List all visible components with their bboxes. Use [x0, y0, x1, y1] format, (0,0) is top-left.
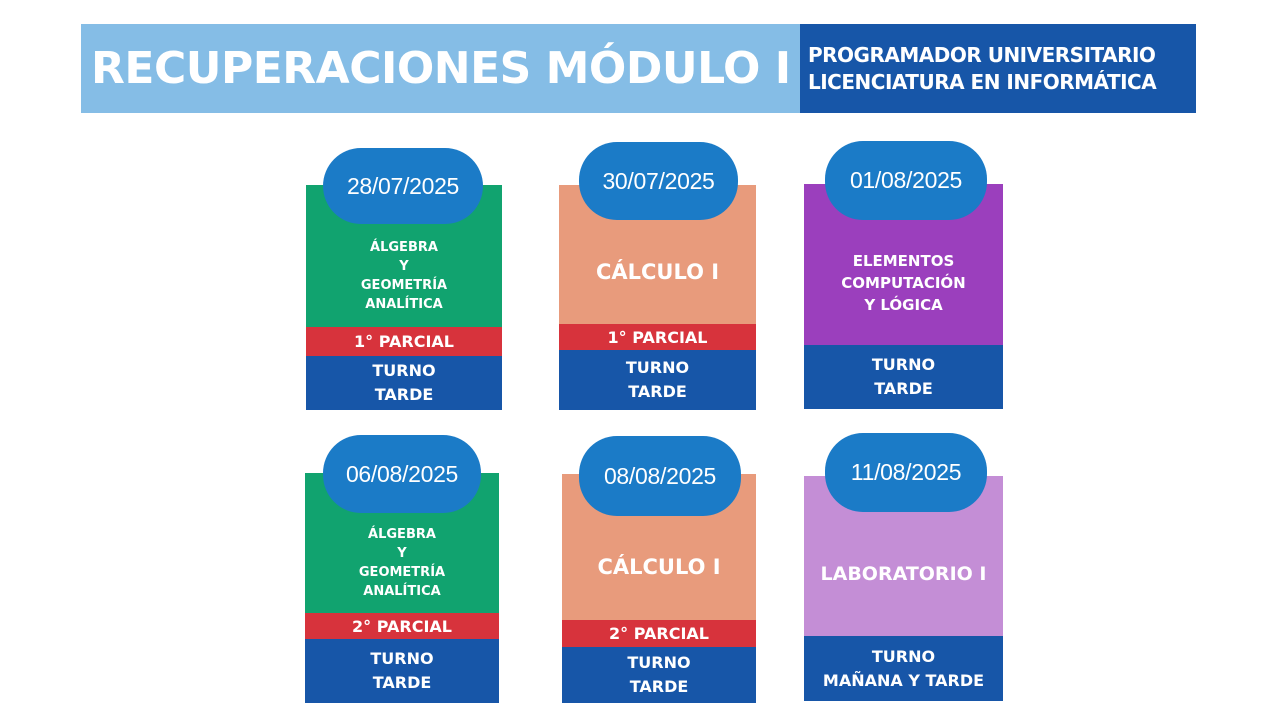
- date-badge: 08/08/2025: [579, 436, 741, 516]
- subject-label: ÁLGEBRA Y GEOMETRÍA ANALÍTICA: [358, 527, 446, 599]
- subject-label: LABORATORIO I: [820, 563, 987, 585]
- turno-label: TURNO: [871, 646, 936, 666]
- date-badge: 06/08/2025: [323, 435, 481, 513]
- date-badge: 30/07/2025: [579, 142, 738, 220]
- turno-time: TARDE: [628, 382, 687, 401]
- date-badge: 01/08/2025: [825, 141, 987, 220]
- turno-block: [305, 639, 499, 703]
- parcial-label: 2° PARCIAL: [562, 620, 756, 647]
- program-line-1: PROGRAMADOR UNIVERSITARIO: [808, 42, 1156, 67]
- turno-block: [804, 345, 1003, 409]
- subject-label: ELEMENTOS COMPUTACIÓN Y LÓGICA: [841, 251, 966, 314]
- turno-label: TURNO: [871, 355, 936, 374]
- page-title: RECUPERACIONES MÓDULO I: [91, 43, 791, 94]
- turno-label: TURNO: [625, 358, 690, 377]
- date-badge: 11/08/2025: [825, 433, 987, 512]
- turno-time: TARDE: [372, 673, 432, 692]
- turno-label: TURNO: [372, 361, 436, 380]
- date-badge: 28/07/2025: [323, 148, 483, 224]
- parcial-label: 1° PARCIAL: [306, 327, 502, 356]
- turno-block: [559, 350, 756, 410]
- subject-label: CÁLCULO I: [597, 555, 721, 579]
- turno-label: TURNO: [370, 649, 434, 668]
- program-line-2: LICENCIATURA EN INFORMÁTICA: [808, 69, 1157, 94]
- header-program-banner: [800, 24, 1196, 113]
- turno-time: TARDE: [374, 385, 434, 404]
- turno-time: TARDE: [629, 677, 689, 696]
- subject-label: ÁLGEBRA Y GEOMETRÍA ANALÍTICA: [360, 240, 448, 312]
- parcial-label: 1° PARCIAL: [559, 324, 756, 350]
- turno-block: [306, 356, 502, 410]
- turno-block: [562, 647, 756, 703]
- turno-block: [804, 636, 1003, 701]
- turno-time: MAÑANA Y TARDE: [822, 670, 985, 690]
- subject-label: CÁLCULO I: [595, 259, 720, 284]
- turno-time: TARDE: [874, 379, 933, 398]
- turno-label: TURNO: [627, 653, 691, 672]
- header-title-banner: [81, 24, 800, 113]
- parcial-label: 2° PARCIAL: [305, 613, 499, 639]
